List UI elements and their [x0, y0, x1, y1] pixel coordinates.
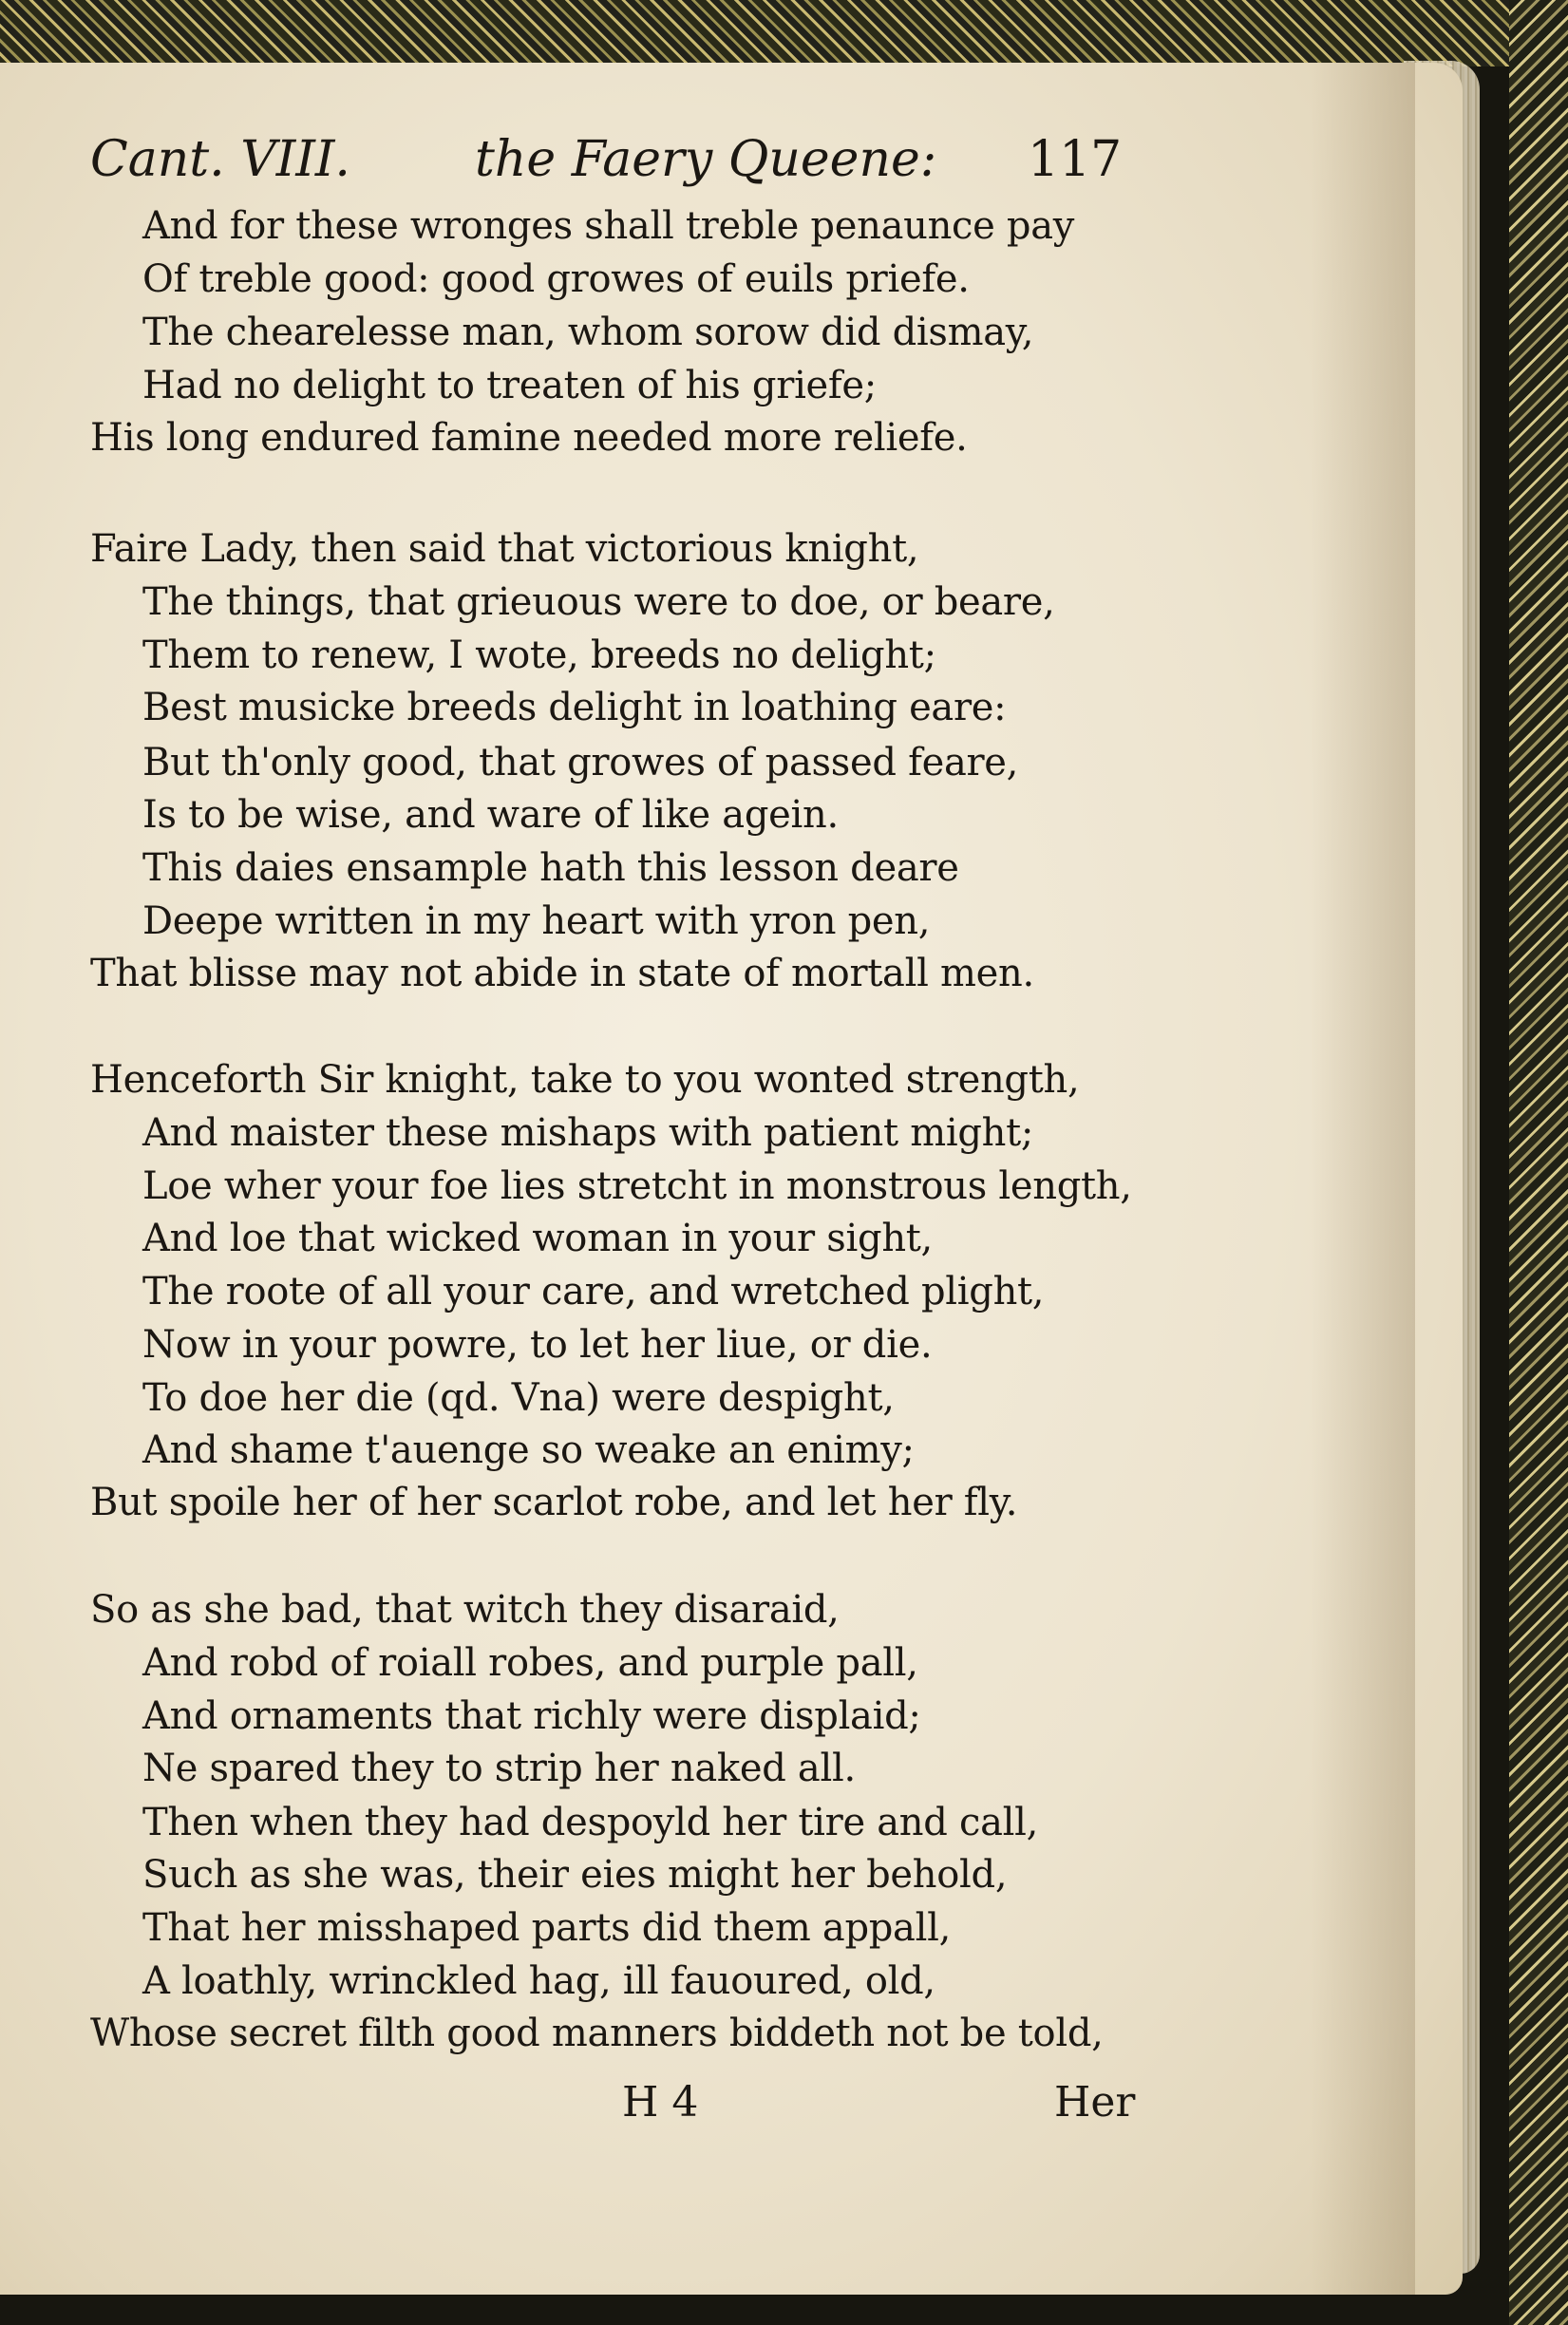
running-head-title: the Faery Queene: — [475, 131, 937, 188]
verse-line: Ne spared they to strip her naked all. — [142, 1747, 856, 1790]
verse-line: Loe wher your foe lies stretcht in monstrous length, — [142, 1164, 1132, 1208]
catchword: Her — [1054, 2078, 1136, 2127]
verse-line: To doe her die (qd. Vna) were despight, — [142, 1376, 895, 1420]
verse-line: And robd of roiall robes, and purple pall, — [142, 1641, 918, 1685]
verse-line: The chearelesse man, whom sorow did dismay, — [142, 311, 1034, 354]
verse-line: That blisse may not abide in state of mortall men. — [90, 952, 1034, 995]
verse-line: Best musicke breeds delight in loathing eare: — [142, 686, 1007, 729]
verse-line: Faire Lady, then said that victorious knight, — [90, 527, 919, 571]
verse-line: Is to be wise, and ware of like agein. — [142, 793, 839, 837]
verse-line: Them to renew, I wote, breeds no delight; — [142, 633, 936, 677]
verse-line: Now in your powre, to let her liue, or die. — [142, 1323, 933, 1367]
verse-line: The roote of all your care, and wretched plight, — [142, 1270, 1045, 1314]
verse-line: Then when they had despoyld her tire and call, — [142, 1801, 1039, 1844]
verse-line: Of treble good: good growes of euils priefe. — [142, 257, 970, 301]
signature-mark: H 4 — [622, 2078, 699, 2127]
verse-line: And shame t'auenge so weake an enimy; — [142, 1428, 915, 1472]
verse-line: Such as she was, their eies might her behold, — [142, 1853, 1008, 1897]
verse-line: And for these wronges shall treble penaunce pay — [142, 204, 1075, 248]
verse-line: But spoile her of her scarlot robe, and let her fly. — [90, 1481, 1018, 1524]
verse-line: That her misshaped parts did them appall, — [142, 1906, 952, 1950]
page-number: 117 — [1028, 131, 1123, 188]
verse-line: This daies ensample hath this lesson deare — [142, 846, 959, 890]
verse-line: And maister these mishaps with patient might; — [142, 1111, 1034, 1155]
verse-line: His long endured famine needed more reliefe. — [90, 416, 968, 460]
decorative-border-right — [1509, 0, 1568, 2325]
verse-line: And loe that wicked woman in your sight, — [142, 1217, 933, 1260]
verse-line: Whose secret filth good manners biddeth not be told, — [90, 2012, 1104, 2055]
verse-line: And ornaments that richly were displaid; — [142, 1694, 921, 1738]
running-head-canto: Cant. VIII. — [90, 131, 350, 188]
verse-line: Henceforth Sir knight, take to you wonted strength, — [90, 1058, 1080, 1102]
verse-line: A loathly, wrinckled hag, ill fauoured, old, — [142, 1959, 935, 2003]
verse-line: Had no delight to treaten of his griefe; — [142, 364, 877, 407]
verse-line: But th'only good, that growes of passed feare, — [142, 741, 1019, 784]
verse-line: Deepe written in my heart with yron pen, — [142, 899, 931, 943]
verse-line: The things, that grieuous were to doe, or beare, — [142, 580, 1055, 624]
verse-line: So as she bad, that witch they disaraid, — [90, 1588, 840, 1632]
